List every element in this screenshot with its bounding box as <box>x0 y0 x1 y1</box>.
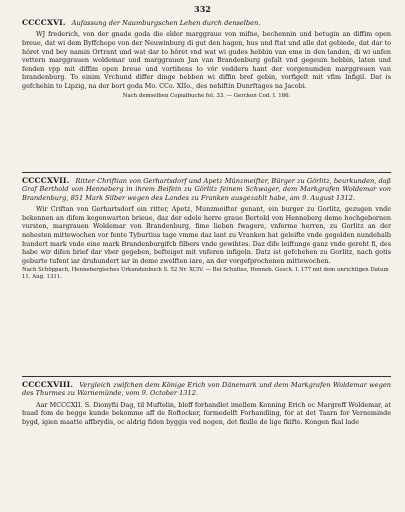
section-title: Ritter Chriftian von Gerhartsdorf und Apetz Münzmeifter, Bürger zu Görlitz, beurkunden, daß Graf Berthold von Henneberg in ihrem Beifein zu Görlitz feinem Schwager, dem Markgrafen Woldemar von Brandenburg, 851 Mark Silber wegen des Landes zu Franken ausgezahlt habe, am 9. August 1312. <box>22 177 391 202</box>
charter-section <box>22 177 391 281</box>
section-title: Aufassung der Naumburgschen Lehen durch denselben. <box>71 19 261 27</box>
section-title: Vergleich zwifchen dem Könige Erich von Dänemark und dem Markgrafen Woldemar wegen des Thurmes zu Warnemünde, vom 9. October 1312. <box>22 381 391 398</box>
section-number: CCCCXVIII. <box>22 380 74 389</box>
source-note: Nach demselben Copialbuche fol. 33. — Gercken Cod. I. 186. <box>122 92 291 99</box>
section-divider <box>22 376 391 377</box>
section-text: Aar MCCCXII. S. Dionyfii Dag, til Muftelin, bleff forhandlet imellem Konning Erich oc Margreff Woldemar, at huad fom de begge kunde bekomme aff de Roftocker, formedelft Forhandling, for at det Taarn for Verneminde bygd, igien maatte affbrydis, oc aldrig fiden byggis ved nogen, det fkulle de lige fkifte. Kongen fkal lade <box>22 400 391 426</box>
section-text: Wir Criftan von Gerhartsdorf ein ritter, Apetz, Munzmeifter genant, ein burger zu Gorlitz, gezugen vnde bekennen an difem kegenwarten brieue, daz der edele herre graue Bertold von Henneberg deme hochgebornen vursten, margrauen Woldemar von Brandenburg, fime lieben fwagere, vnferme herren, zu Gorlitz an der nehesten mittewochen vor fente Tyburtius tage vmme daz lant zu Vranken hat geleifte vnde gegolden nundehalb hundert mark vnde eine mark Brandenburgifch filbers vnde gewihtes. Daz dife leiftunge ganz vnde gereht fi, des habe wir difen brief dar vber gegeben, befteiget mit vnferen infigeln. Datz ist gefchehen zu Gorlitz, nach gotis geburte tufent iar druhundert iar in deme zwelften iare, an der vorgefprochenen mittewochen. <box>22 205 391 265</box>
charter-section <box>22 381 391 427</box>
section-heading <box>22 177 391 202</box>
section-text: WJ frederich, von der gnade goda die elder marggraue von mifne, bechennin und betugin an diffim open breue, dat wi dem Byffchope von der Neuwinburg di gut den hagen, hus und ftat und alle dat gebiede, dat dar to hôret vnd bey namin Ortrant und wat dar to hôret vnd wat wi gudes hebbin van eme in den landen, di wi unfen vettern marggrauen woldemar und marggrauen Jan van Brandenburg gefalt vnd gegeuin hebbin, laten und fenden vpp mit diffim open breue und vortihens to vôr veddern hant der vorgenumden marggreuen van brandenburg. To einim Vrchund differ dinge hebben wi diffin bref gebin, vorfigelt mit vfim Infigil. Dat is gefchehin to Lipzig, na der bort goda Mo. CCo. XIIo., des nehiftin Dunrftages na Jacobi. <box>22 30 391 90</box>
section-heading <box>22 19 391 27</box>
source-note: Nach Schöppach, Hennebergisches Urkundenbuch S. 52 Nr. XCIV. — Bei Schultes, Henneb. Gesch. I. 177 mit dem unrichtigen Datum 11. Aug. 1311. <box>22 267 389 281</box>
section-heading <box>22 381 391 398</box>
charter-section <box>22 19 391 100</box>
section-number: CCCCXVII. <box>22 176 70 185</box>
page-number: 332 <box>194 4 211 14</box>
section-number: CCCCXVI. <box>22 18 66 27</box>
section-divider <box>22 172 391 173</box>
